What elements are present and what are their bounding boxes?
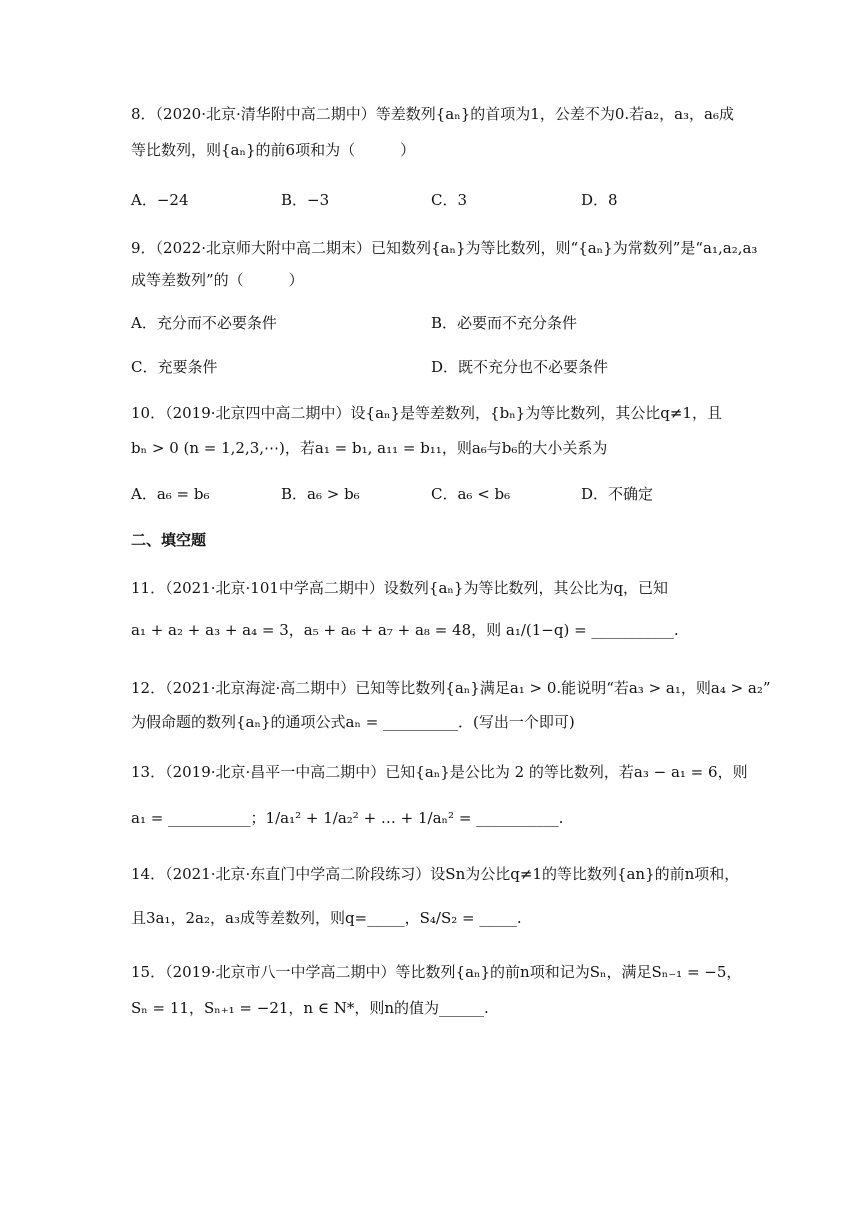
q12-line-2: 为假命题的数列{aₙ}的通项公式aₙ = __________．(写出一个即可) [131,713,575,731]
q10-option-d: D．不确定 [581,485,654,503]
q8-option-a: A．−24 [131,191,189,209]
q9-line-2: 成等差数列”的（ ） [131,271,304,289]
q13-line-1: 13．（2019·北京·昌平一中高二期中）已知{aₙ}是公比为 2 的等比数列，若a₃ − a₁ = 6，则 [131,763,748,781]
q15-line-1: 15．（2019·北京市八一中学高二期中）等比数列{aₙ}的前n项和记为Sₙ，满足Sₙ₋₁ = −5， [131,963,742,981]
q8-option-c: C．3 [431,191,468,209]
q10-line-1: 10．（2019·北京四中高二期中）设{aₙ}是等差数列，{bₙ}为等比数列，其公比q≠1，且 [131,404,722,422]
q8-option-b: B．−3 [281,191,330,209]
q10-option-c: C．a₆ < b₆ [431,485,511,503]
q8-line-1: 8．（2020·北京·清华附中高二期中）等差数列{aₙ}的首项为1，公差不为0.若a₂，a₃，a₆成 [131,105,734,123]
q12-line-1: 12．（2021·北京海淀·高二期中）已知等比数列{aₙ}满足a₁ > 0.能说明“若a₃ > a₁，则a₄ > a₂” [131,679,771,697]
q10-option-b: B．a₆ > b₆ [281,485,360,503]
q9-line-1: 9．（2022·北京师大附中高二期末）已知数列{aₙ}为等比数列，则“{aₙ}为常数列”是“a₁,a₂,a₃ [131,239,758,257]
q8-option-d: D．8 [581,191,618,209]
q10-line-2: bₙ > 0 (n = 1,2,3,⋯)，若a₁ = b₁, a₁₁ = b₁₁，则a₆与b₆的大小关系为 [131,439,608,457]
q8-line-2: 等比数列，则{aₙ}的前6项和为（ ） [131,141,416,159]
q14-line-1: 14．（2021·北京·东直门中学高二阶段练习）设Sn为公比q≠1的等比数列{an}的前n项和， [131,865,740,883]
q11-line-1: 11．（2021·北京·101中学高二期中）设数列{aₙ}为等比数列，其公比为q，已知 [131,579,669,597]
q10-option-a: A．a₆ = b₆ [131,485,210,503]
q9-option-a: A．充分而不必要条件 [131,314,277,332]
q14-line-2: 且3a₁，2a₂，a₃成等差数列，则q=_____，S₄/S₂ = _____. [131,909,522,927]
q9-option-d: D．既不充分也不必要条件 [431,358,609,376]
q13-line-2: a₁ = ___________；1/a₁² + 1/a₂² + … + 1/aₙ² = ___________. [131,809,564,827]
q9-option-c: C．充要条件 [131,358,218,376]
q15-line-2: Sₙ = 11，Sₙ₊₁ = −21，n ∈ N*，则n的值为______. [131,999,489,1017]
q9-option-b: B．必要而不充分条件 [431,314,578,332]
q11-line-2: a₁ + a₂ + a₃ + a₄ = 3，a₅ + a₆ + a₇ + a₈ = 48，则 a₁/(1−q) = ___________. [131,621,679,639]
section-title: 二、填空题 [131,531,207,549]
